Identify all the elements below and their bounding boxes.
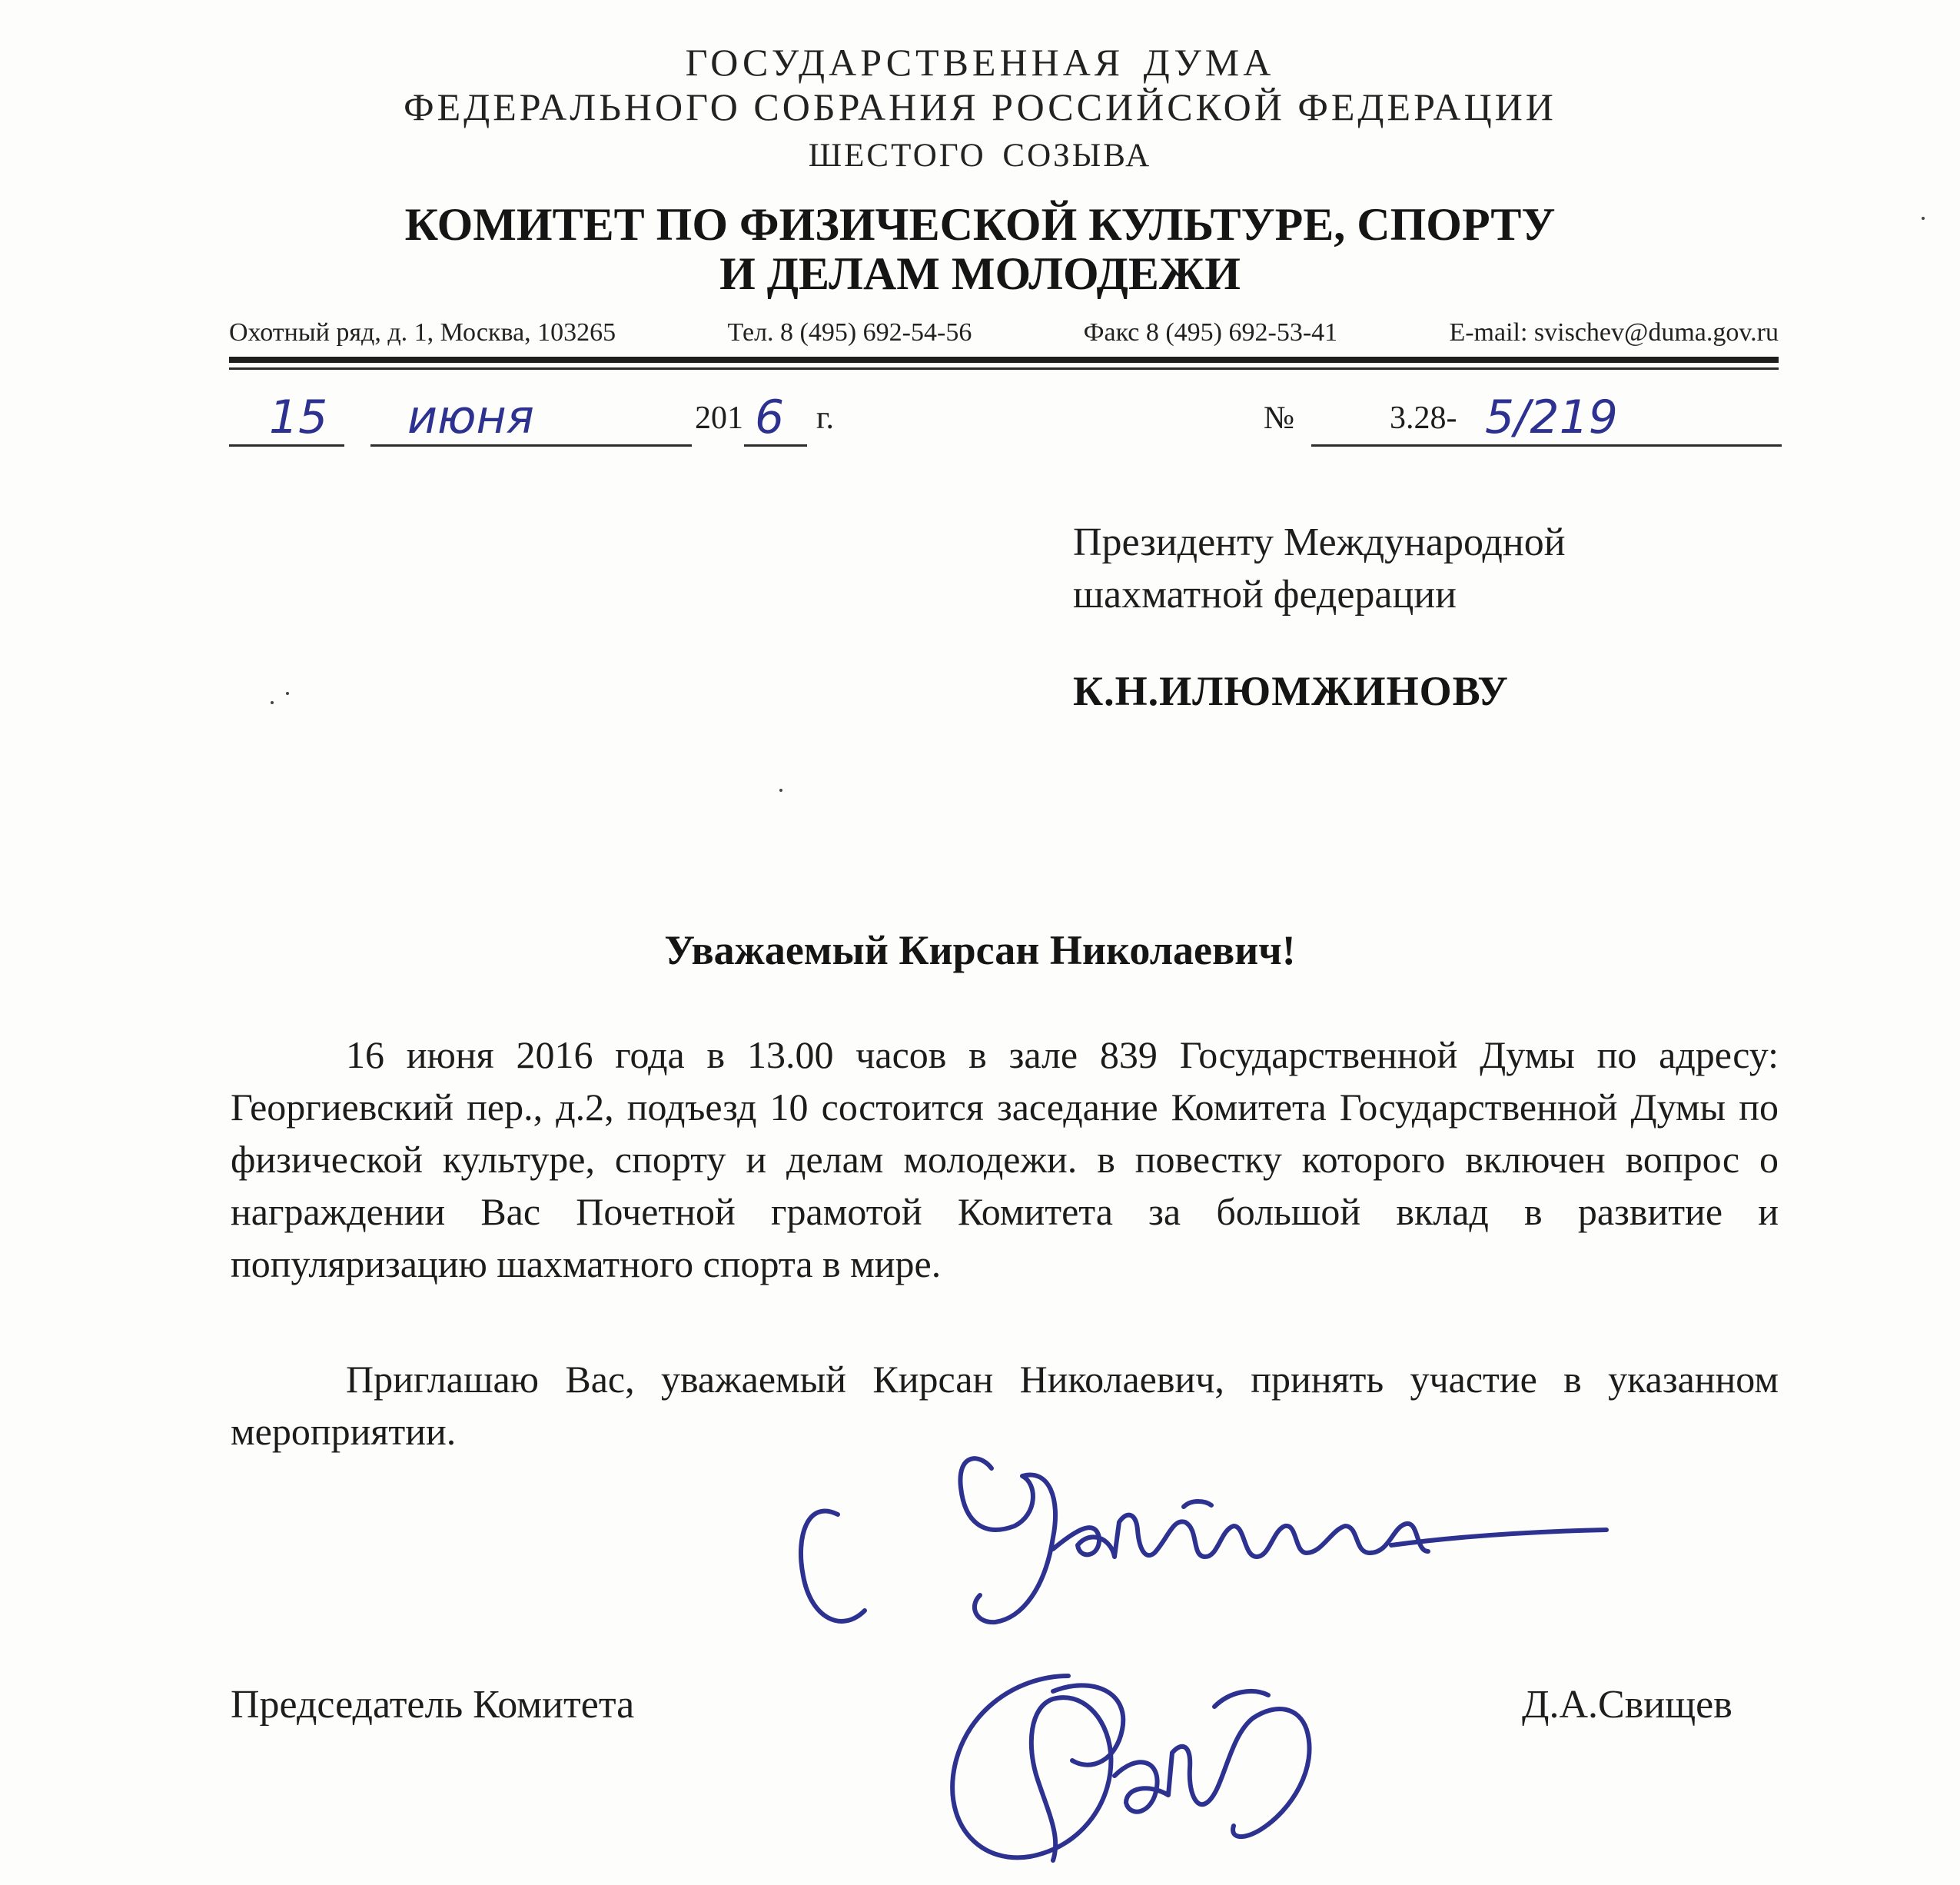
date-year-suffix: г.	[816, 401, 834, 436]
body-paragraph-2: Приглашаю Вас, уважаемый Кирсан Николаевич, принять участие в указанном мероприятии.	[231, 1358, 1779, 1453]
org-name-line2: ФЕДЕРАЛЬНОГО СОБРАНИЯ РОССИЙСКОЙ ФЕДЕРАЦИИ	[404, 85, 1556, 128]
org-name-line1: ГОСУДАРСТВЕННАЯ ДУМА	[685, 41, 1275, 84]
salutation: Уважаемый Кирсан Николаевич!	[664, 927, 1296, 973]
scan-speck	[286, 692, 289, 695]
org-convocation: ШЕСТОГО СОЗЫВА	[808, 138, 1152, 174]
contact-email: E-mail: svischev@duma.gov.ru	[1449, 318, 1779, 347]
contact-phone: Тел. 8 (495) 692-54-56	[727, 318, 972, 347]
signatory-name: Д.А.Свищев	[1522, 1683, 1732, 1727]
committee-title-line2: И ДЕЛАМ МОЛОДЕЖИ	[719, 248, 1241, 299]
body-paragraph-1: 16 июня 2016 года в 13.00 часов в зале 839 Государственной Думы по адресу: Георгиевский пер., д.2, подъезд 10 состоится заседание Комитета Государственной Думы по физической культуре, спорту и делам молодежи. в повестку которого включен вопрос о награждении Вас Почетной грамотой Комитета за большой вклад в развитие и популяризацию шахматного спорта в мире.	[231, 1033, 1779, 1285]
letterhead-rule-thin	[229, 367, 1779, 370]
number-sign: №	[1264, 401, 1295, 436]
recipient-line1: Президенту Международной	[1073, 520, 1566, 564]
scan-speck	[271, 701, 274, 704]
number-underline	[1311, 444, 1782, 447]
contact-fax: Факс 8 (495) 692-53-41	[1083, 318, 1338, 347]
date-year-handwritten: 6	[755, 391, 785, 444]
date-year-underline	[744, 444, 807, 447]
handwritten-signature	[938, 1645, 1368, 1876]
letterhead-contacts	[229, 318, 1779, 347]
contact-address: Охотный ряд, д. 1, Москва, 103265	[229, 318, 616, 347]
handwritten-regards	[784, 1422, 1614, 1653]
scan-speck	[1922, 217, 1925, 220]
recipient-line2: шахматной федерации	[1073, 573, 1457, 617]
signatory-position: Председатель Комитета	[231, 1683, 635, 1727]
scan-speck	[779, 789, 782, 792]
number-prefix: 3.28-	[1390, 401, 1457, 436]
date-day-underline	[229, 444, 344, 447]
date-month-underline	[370, 444, 692, 447]
committee-title-line1: КОМИТЕТ ПО ФИЗИЧЕСКОЙ КУЛЬТУРЕ, СПОРТУ	[404, 199, 1556, 250]
recipient-name: К.Н.ИЛЮМЖИНОВУ	[1073, 668, 1509, 714]
date-month-handwritten: июня	[407, 391, 534, 444]
date-day-handwritten: 15	[269, 391, 328, 444]
number-handwritten: 5/219	[1485, 391, 1618, 444]
date-year-prefix: 201	[695, 401, 743, 436]
letterhead-rule-thick	[229, 357, 1779, 363]
